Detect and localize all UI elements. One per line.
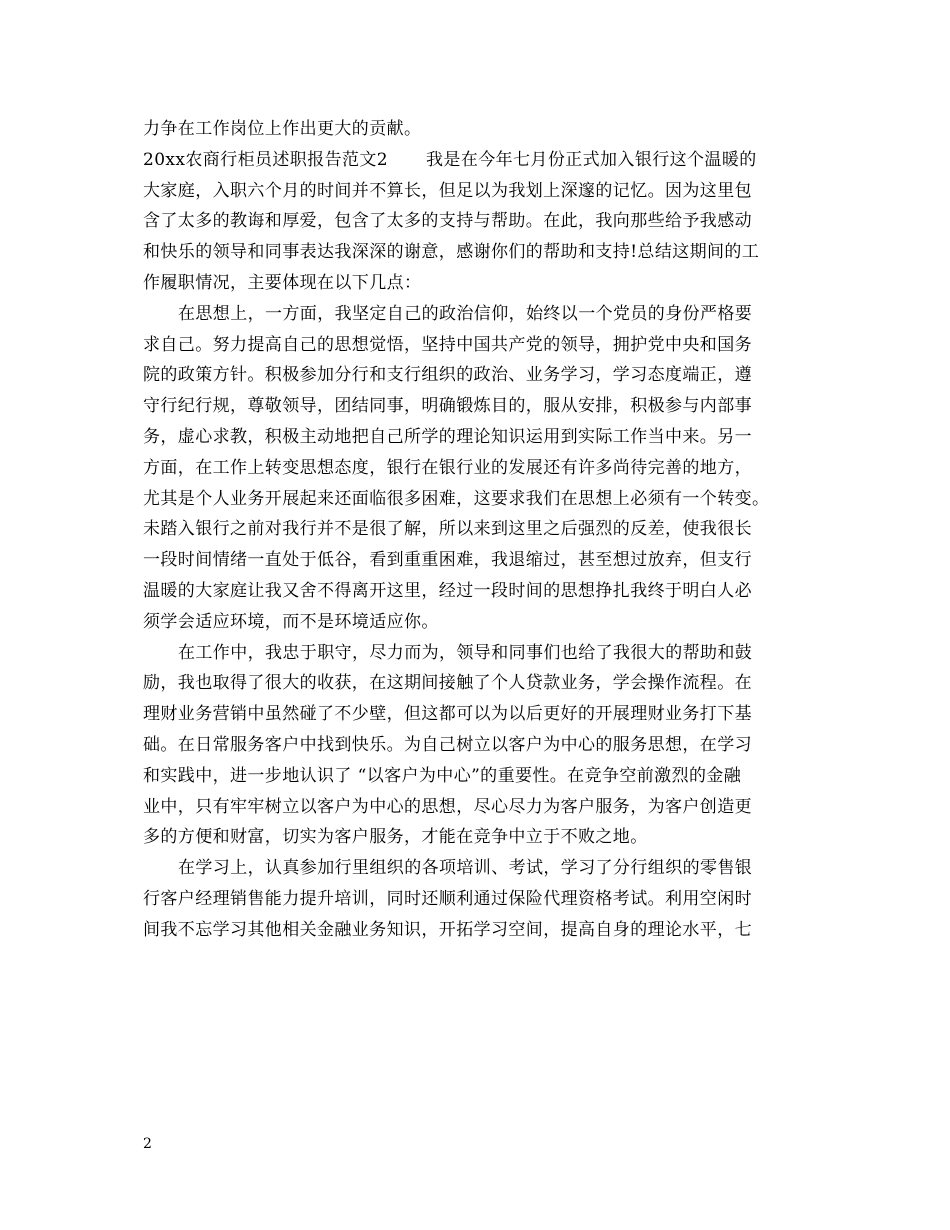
heading-line-text: 我是在今年七月份正式加入银行这个温暖的 (426, 149, 757, 170)
text-line: 未踏入银行之前对我行并不是很了解，所以来到这里之后强烈的反差，使我很长 (143, 519, 752, 540)
text-line: 和实践中，进一步地认识了 “以客户为中心”的重要性。在竞争空前激烈的金融 (143, 765, 742, 786)
text-line: 求自己。努力提高自己的思想觉悟，坚持中国共产党的领导，拥护党中央和国务 (143, 334, 752, 355)
text-line: 院的政策方针。积极参加分行和支行组织的政治、业务学习，学习态度端正，遵 (143, 365, 752, 386)
text-line: 励，我也取得了很大的收获，在这期间接触了个人贷款业务，学会操作流程。在 (143, 673, 752, 694)
paragraph-first-line: 在学习上，认真参加行里组织的各项培训、考试，学习了分行组织的零售银 (178, 858, 753, 879)
text-line: 力争在工作岗位上作出更大的贡献。 (143, 119, 422, 139)
text-line: 间我不忘学习其他相关金融业务知识，开拓学习空间，提高自身的理论水平，七 (143, 919, 752, 940)
body-text (143, 114, 811, 946)
section-heading: 20xx农商行柜员述职报告范文2 (143, 149, 389, 170)
text-line: 础。在日常服务客户中找到快乐。为自己树立以客户为中心的服务思想，在学习 (143, 734, 752, 755)
text-line: 多的方便和财富，切实为客户服务，才能在竞争中立于不败之地。 (143, 827, 648, 848)
text-line: 尤其是个人业务开展起来还面临很多困难，这要求我们在思想上必须有一个转变。 (143, 488, 770, 509)
heading-line (143, 145, 811, 176)
text-line: 一段时间情绪一直处于低谷，看到重重困难，我退缩过，甚至想过放弃，但支行 (143, 550, 752, 571)
text-line: 务，虚心求教，积极主动地把自己所学的理论知识运用到实际工作当中来。另一 (143, 426, 752, 447)
text-line: 行客户经理销售能力提升培训，同时还顺利通过保险代理资格考试。利用空闲时 (143, 888, 752, 909)
text-line: 温暖的大家庭让我又舍不得离开这里，经过一段时间的思想挣扎我终于明白人必 (143, 580, 752, 601)
text-line: 方面，在工作上转变思想态度，银行在银行业的发展还有许多尚待完善的地方， (143, 457, 752, 478)
text-line: 含了太多的教诲和厚爱，包含了太多的支持与帮助。在此，我向那些给予我感动 (143, 211, 752, 232)
text-line: 须学会适应环境，而不是环境适应你。 (143, 611, 439, 632)
paragraph-first-line: 在思想上，一方面，我坚定自己的政治信仰，始终以一个党员的身份严格要 (178, 303, 753, 324)
text-line: 大家庭，入职六个月的时间并不算长，但足以为我划上深邃的记忆。因为这里包 (143, 180, 752, 201)
page-number: 2 (143, 1136, 152, 1152)
text-line: 作履职情况，主要体现在以下几点： (143, 272, 422, 293)
text-line: 业中，只有牢牢树立以客户为中心的思想，尽心尽力为客户服务，为客户创造更 (143, 796, 752, 817)
text-line: 守行纪行规，尊敬领导，团结同事，明确锻炼目的，服从安排，积极参与内部事 (143, 396, 752, 417)
text-line: 和快乐的领导和同事表达我深深的谢意，感谢你们的帮助和支持!总结这期间的工 (143, 242, 760, 263)
text-line: 理财业务营销中虽然碰了不少壁，但这都可以为以后更好的开展理财业务打下基 (143, 704, 752, 725)
paragraph-first-line: 在工作中，我忠于职守，尽力而为，领导和同事们也给了我很大的帮助和鼓 (178, 642, 753, 663)
